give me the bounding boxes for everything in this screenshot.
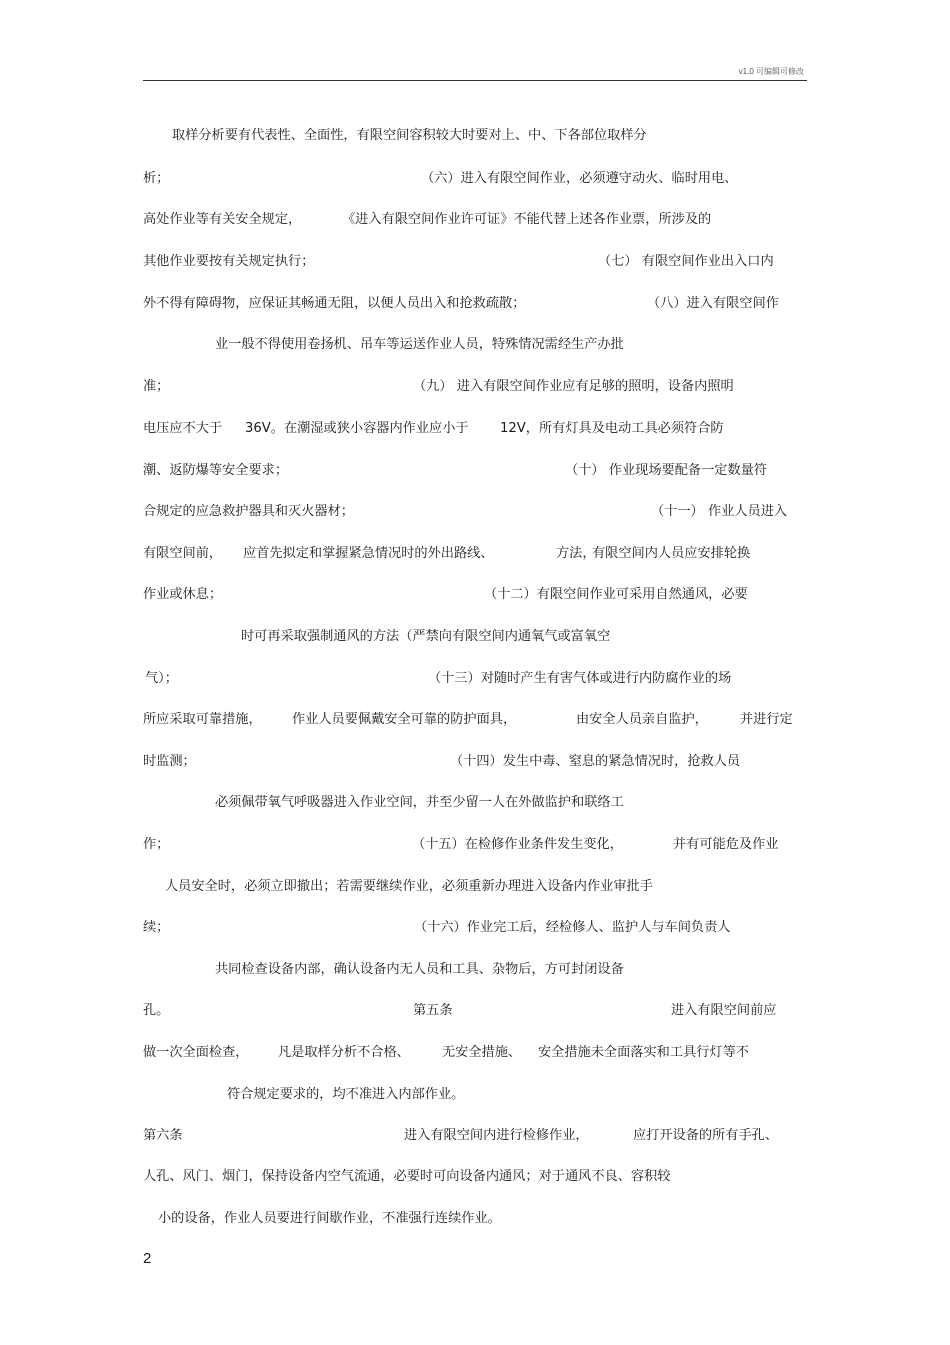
text-line-5-segment-2: （八）进入有限空间作 xyxy=(647,296,779,311)
text-line-15-segment-1: 所应采取可靠措施， xyxy=(143,712,262,727)
text-line-7-segment-2: （九） 进入有限空间作业应有足够的照明，设备内照明 xyxy=(413,379,734,394)
text-line-26-segment-1: 人孔、风门、烟门，保持设备内空气流通，必要时可向设备内通风；对于通风不良、容积较 xyxy=(143,1169,671,1184)
text-line-13-segment-1: 时可再采取强制通风的方法（严禁向有限空间内通氧气或富氧空 xyxy=(241,629,611,644)
text-line-23-segment-1: 做一次全面检查， xyxy=(143,1045,249,1060)
text-line-21-segment-1: 共同检查设备内部，确认设备内无人员和工具、杂物后，方可封闭设备 xyxy=(215,962,624,977)
text-line-20-segment-1: 续； xyxy=(143,920,170,935)
text-line-15-segment-3: 由安全人员亲自监护， xyxy=(576,712,708,727)
text-line-23-segment-3: 无安全措施、 xyxy=(442,1045,522,1060)
text-line-16-segment-1: 时监测； xyxy=(143,754,196,769)
text-line-10-segment-1: 合规定的应急救护器具和灭火器材； xyxy=(143,504,354,519)
text-line-20-segment-2: （十六）作业完工后，经检修人、监护人与车间负责人 xyxy=(414,920,731,935)
text-line-12-segment-2: （十二）有限空间作业可采用自然通风，必要 xyxy=(484,587,748,602)
text-line-11-segment-1: 有限空间前， xyxy=(143,546,223,561)
text-line-15-segment-4: 并进行定 xyxy=(740,712,793,727)
text-line-9-segment-1: 潮、返防爆等安全要求； xyxy=(143,463,289,478)
text-line-15-segment-2: 作业人员要佩戴安全可靠的防护面具， xyxy=(292,712,517,727)
text-line-22-segment-2: 第五条 xyxy=(413,1003,453,1018)
text-line-18-segment-3: 并有可能危及作业 xyxy=(673,837,779,852)
text-line-14-segment-2: （十三）对随时产生有害气体或进行内防腐作业的场 xyxy=(428,671,732,686)
text-line-2-segment-2: （六）进入有限空间作业，必须遵守动火、临时用电、 xyxy=(421,171,738,186)
text-line-9-segment-2: （十） 作业现场要配备一定数量符 xyxy=(565,463,768,478)
text-line-23-segment-2: 凡是取样分析不合格、 xyxy=(278,1045,410,1060)
text-line-2-segment-1: 析； xyxy=(143,171,170,186)
text-line-25-segment-1: 第六条 xyxy=(143,1128,183,1143)
text-line-4-segment-2: （七） 有限空间作业出入口内 xyxy=(598,254,774,269)
text-line-27-segment-1: 小的设备，作业人员要进行间歇作业，不准强行连续作业。 xyxy=(158,1211,501,1226)
text-line-4-segment-1: 其他作业要按有关规定执行； xyxy=(143,254,315,269)
text-line-23-segment-4: 安全措施未全面落实和工具行灯等不 xyxy=(538,1045,749,1060)
text-line-8-segment-1: 电压应不大于 xyxy=(143,421,223,436)
text-line-3-segment-2: 《进入有限空间作业许可证》不能代替上述各作业票，所涉及的 xyxy=(342,212,712,227)
text-line-5-segment-1: 外不得有障碍物，应保证其畅通无阻，以便人员出入和抢救疏散； xyxy=(143,296,526,311)
header-version-note: v1.0 可编辑可修改 xyxy=(738,67,804,76)
text-line-7-segment-1: 准； xyxy=(143,379,170,394)
text-line-8-segment-3: 12V，所有灯具及电动工具必须符合防 xyxy=(500,421,724,436)
page-number: 2 xyxy=(143,1250,152,1267)
text-line-18-segment-2: （十五）在检修作业条件发生变化， xyxy=(412,837,623,852)
text-line-24-segment-1: 符合规定要求的，均不准进入内部作业。 xyxy=(227,1087,465,1102)
text-line-16-segment-2: （十四）发生中毒、窒息的紧急情况时，抢救人员 xyxy=(450,754,741,769)
text-line-11-segment-2: 应首先拟定和掌握紧急情况时的外出路线、 xyxy=(243,546,494,561)
text-line-22-segment-1: 孔。 xyxy=(143,1003,170,1018)
text-line-8-segment-2: 36V。在潮湿或狭小容器内作业应小于 xyxy=(245,421,469,436)
text-line-18-segment-1: 作； xyxy=(143,837,170,852)
text-line-3-segment-1: 高处作业等有关安全规定， xyxy=(143,212,302,227)
text-line-11-segment-3: 方法， xyxy=(556,546,596,561)
text-line-12-segment-1: 作业或休息； xyxy=(143,587,223,602)
text-line-14-segment-1: 气）； xyxy=(145,671,178,686)
text-line-10-segment-2: （十一） 作业人员进入 xyxy=(651,504,788,519)
text-line-17-segment-1: 必须佩带氧气呼吸器进入作业空间，并至少留一人在外做监护和联络工 xyxy=(215,795,624,810)
text-line-1-segment-1: 取样分析要有代表性、全面性，有限空间容积较大时要对上、中、下各部位取样分 xyxy=(172,128,647,143)
text-line-25-segment-2: 进入有限空间内进行检修作业， xyxy=(404,1128,589,1143)
text-line-25-segment-3: 应打开设备的所有手孔、 xyxy=(633,1128,779,1143)
text-line-6-segment-1: 业一般不得使用卷扬机、吊车等运送作业人员，特殊情况需经生产办批 xyxy=(215,337,624,352)
text-line-19-segment-1: 人员安全时，必须立即撤出；若需要继续作业，必须重新办理进入设备内作业审批手 xyxy=(165,879,653,894)
text-line-11-segment-4: 有限空间内人员应安排轮换 xyxy=(592,546,751,561)
text-line-22-segment-3: 进入有限空间前应 xyxy=(671,1003,777,1018)
